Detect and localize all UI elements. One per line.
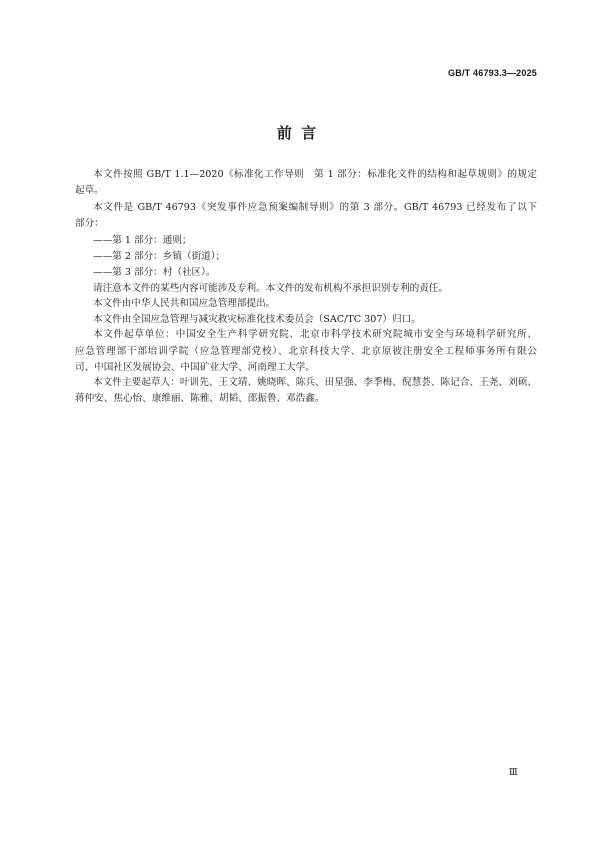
body-line: 本文件起草单位：中国安全生产科学研究院、北京市科学技术研究院城市安全与环境科学研究所、 — [93, 329, 537, 340]
body-line: 本文件主要起草人：叶训先、王文靖、姚晓晖、陈兵、田星强、李季梅、倪慧荟、陈记合、王尧、刘硕、 — [93, 377, 537, 388]
body-line: 起草。 — [75, 185, 104, 196]
body-line: 蒋仲安、焦心怡、康维丽、陈雅、胡韬、邵振鲁、邓浩鑫。 — [75, 393, 325, 404]
page-header-standard-code: GB/T 46793.3—2025 — [448, 68, 537, 78]
body-line: 本文件是 GB/T 46793《突发事件应急预案编制导则》的第 3 部分。GB/T 46793 已经发布了以下 — [93, 202, 537, 213]
list-item: ——第 3 部分：村（社区）。 — [93, 267, 216, 278]
page-number: Ⅲ — [509, 768, 518, 778]
body-line: 应急管理部干部培训学院（应急管理部党校）、北京科技大学、北京原彼注册安全工程师事务所有限公 — [75, 346, 537, 357]
body-line: 司、中国社区发展协会、中国矿业大学、河南理工大学。 — [75, 362, 315, 373]
list-item: ——第 1 部分：通则； — [93, 235, 192, 246]
body-line: 本文件按照 GB/T 1.1—2020《标准化工作导则 第 1 部分：标准化文件的结构和起草规则》的规定 — [93, 169, 537, 180]
page-title: 前 言 — [276, 124, 319, 142]
body-line: 请注意本文件的某些内容可能涉及专利。本文件的发布机构不承担识别专利的责任。 — [93, 283, 448, 294]
body-line: 本文件由中华人民共和国应急管理部提出。 — [93, 298, 276, 309]
list-item: ——第 2 部分：乡镇（街道）； — [93, 251, 226, 262]
body-line: 部分： — [75, 218, 104, 229]
body-line: 本文件由全国应急管理与减灾救灾标准化技术委员会（SAC/TC 307）归口。 — [93, 314, 421, 325]
